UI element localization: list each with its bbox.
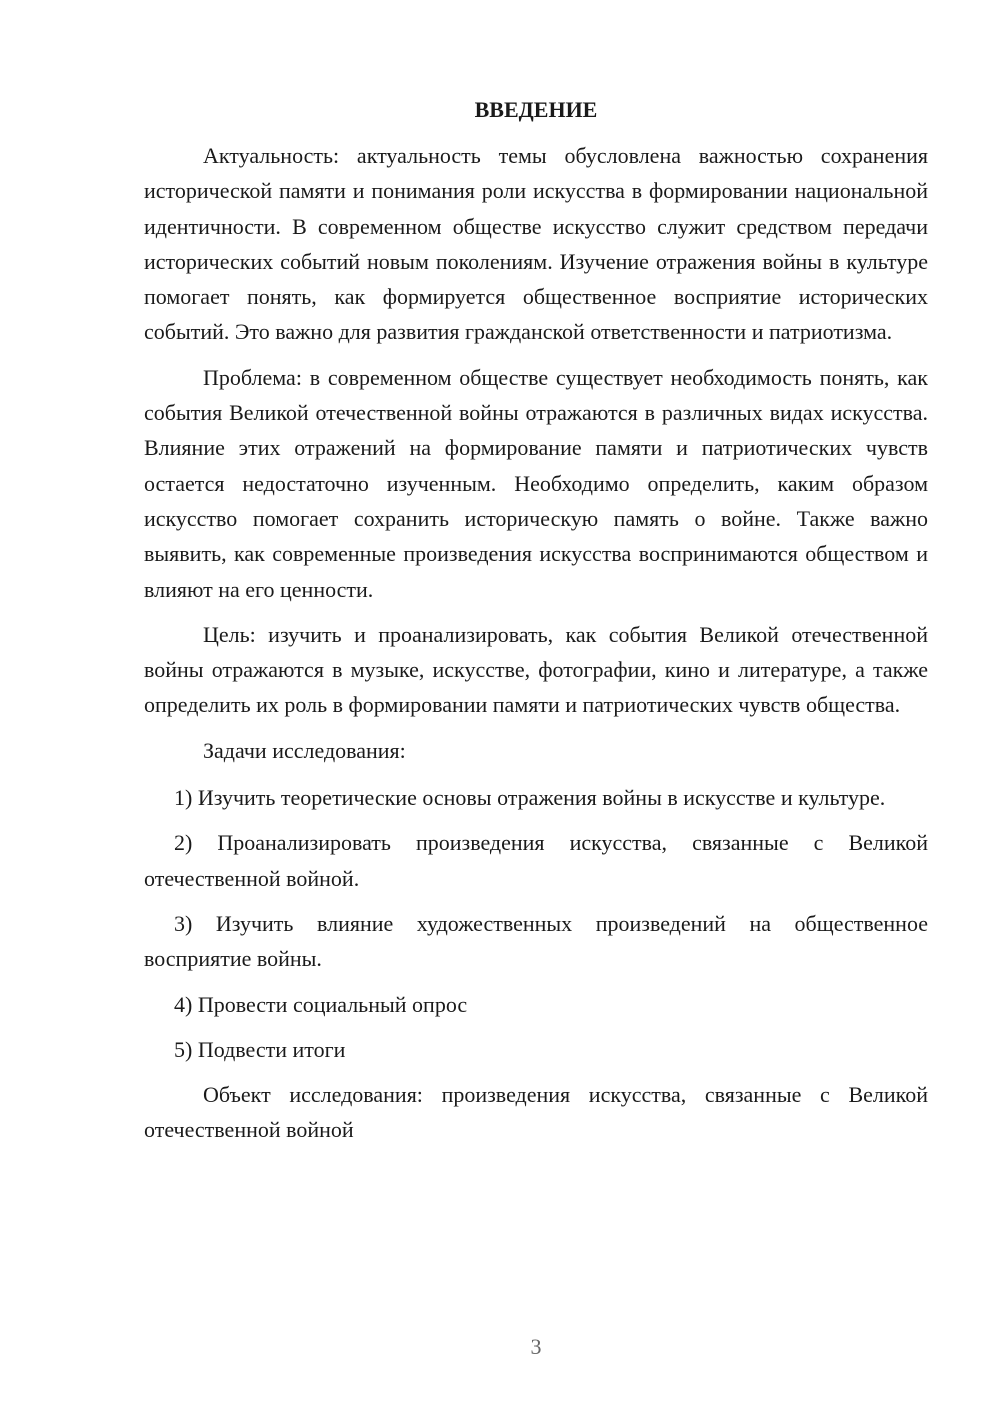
problem-paragraph: Проблема: в современном обществе существует необходимость понять, как события Великой отечественной войны отражаются в различных видах искусства. Влияние этих отражений на формирование памяти и патриотических чувств остается недостаточно изученным. Необходимо определить, каким образом искусство помогает сохранить историческую память о войне. Также важно выявить, как современные произведения искусства воспринимаются обществом и влияют на его ценности.	[144, 364, 928, 602]
relevance-paragraph: Актуальность: актуальность темы обусловлена важностью сохранения исторической памяти и понимания роли искусства в формировании национальной идентичности. В современном обществе искусство служит средством передачи исторических событий новым поколениям. Изучение отражения войны в культуре помогает понять, как формируется общественное восприятие исторических событий. Это важно для развития гражданской ответственности и патриотизма.	[144, 143, 928, 345]
section-heading: ВВЕДЕНИЕ	[474, 97, 598, 122]
task-item-5: 5) Подвести итоги	[174, 1036, 346, 1062]
task-item-3: 3) Изучить влияние художественных произведений на общественное восприятие войны.	[144, 910, 928, 972]
task-item-4: 4) Провести социальный опрос	[174, 991, 468, 1017]
object-paragraph: Объект исследования: произведения искусства, связанные с Великой отечественной войной	[144, 1082, 928, 1143]
tasks-title: Задачи исследования:	[203, 737, 406, 763]
goal-paragraph: Цель: изучить и проанализировать, как события Великой отечественной войны отражаются в музыке, искусстве, фотографии, кино и литературе, а также определить их роль в формировании памяти и патриотических чувств общества.	[144, 621, 928, 718]
task-item-1: 1) Изучить теоретические основы отражения войны в искусстве и культуре.	[174, 785, 886, 811]
page-number: 3	[530, 1334, 542, 1359]
document-page	[144, 96, 928, 1158]
task-item-2: 2) Проанализировать произведения искусства, связанные с Великой отечественной войной.	[144, 830, 928, 891]
